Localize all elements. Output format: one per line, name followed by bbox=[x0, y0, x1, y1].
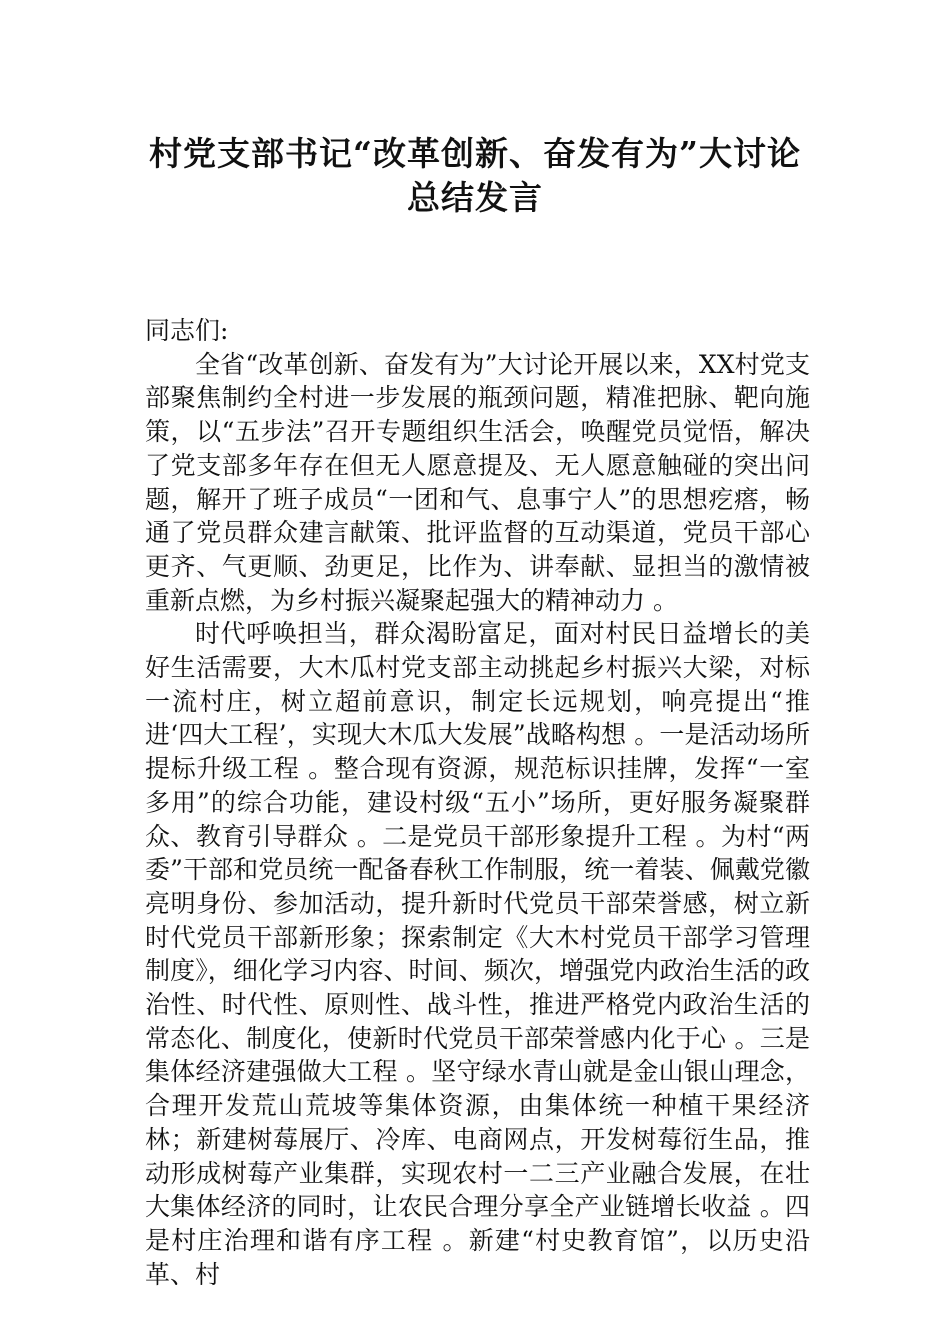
document-title bbox=[120, 132, 830, 220]
title-line-2: 总结发言 bbox=[407, 178, 543, 217]
title-line-1: 村党支部书记“改革创新、奋发有为”大讨论 bbox=[149, 134, 801, 173]
salutation: 同志们: bbox=[145, 316, 229, 345]
paragraph-1: 全省“改革创新、奋发有为”大讨论开展以来，XX村党支部聚焦制约全村进一步发展的瓶颈问题，精准把脉、靶向施策，以“五步法”召开专题组织生活会，唤醒党员觉悟，解决了党支部多年存在但无人愿意提及、无人愿意触碰的突出问题，解开了班子成员“一团和气、息事宁人”的思想疙瘩，畅通了党员群众建言献策、批评监督的互动渠道，党员干部心更齐、气更顺、劲更足，比作为、讲奉献、显担当的激情被重新点燃，为乡村振兴凝聚起强大的精神动力 。 bbox=[145, 349, 810, 615]
paragraph-2: 时代呼唤担当，群众渴盼富足，面对村民日益增长的美好生活需要，大木瓜村党支部主动挑起乡村振兴大梁，对标一流村庄，树立超前意识，制定长远规划，响亮提出“推进‘四大工程’，实现大木瓜大发展”战略构想 。一是活动场所提标升级工程 。整合现有资源，规范标识挂牌，发挥“一室多用”的综合功能，建设村级“五小”场所，更好服务凝聚群众、教育引导群众 。二是党员干部形象提升工程 。为村“两委”干部和党员统一配备春秋工作制服，统一着装、佩戴党徽亮明身份、参加活动，提升新时代党员干部荣誉感，树立新时代党员干部新形象；探索制定《大木村党员干部学习管理制度》，细化学习内容、时间、频次，增强党内政治生活的政治性、时代性、原则性、战斗性，推进严格党内政治生活的常态化、制度化，使新时代党员干部荣誉感内化于心 。三是集体经济建强做大工程 。坚守绿水青山就是金山银山理念，合理开发荒山荒坡等集体资源，由集体统一种植干果经济林；新建树莓展厅、冷库、电商网点，开发树莓衍生品，推动形成树莓产业集群，实现农村一二三产业融合发展，在壮大集体经济的同时，让农民合理分享全产业链增长收益 。四是村庄治理和谐有序工程 。新建“村史教育馆”，以历史沿革、村 bbox=[145, 619, 810, 1289]
document-body bbox=[145, 314, 810, 1291]
